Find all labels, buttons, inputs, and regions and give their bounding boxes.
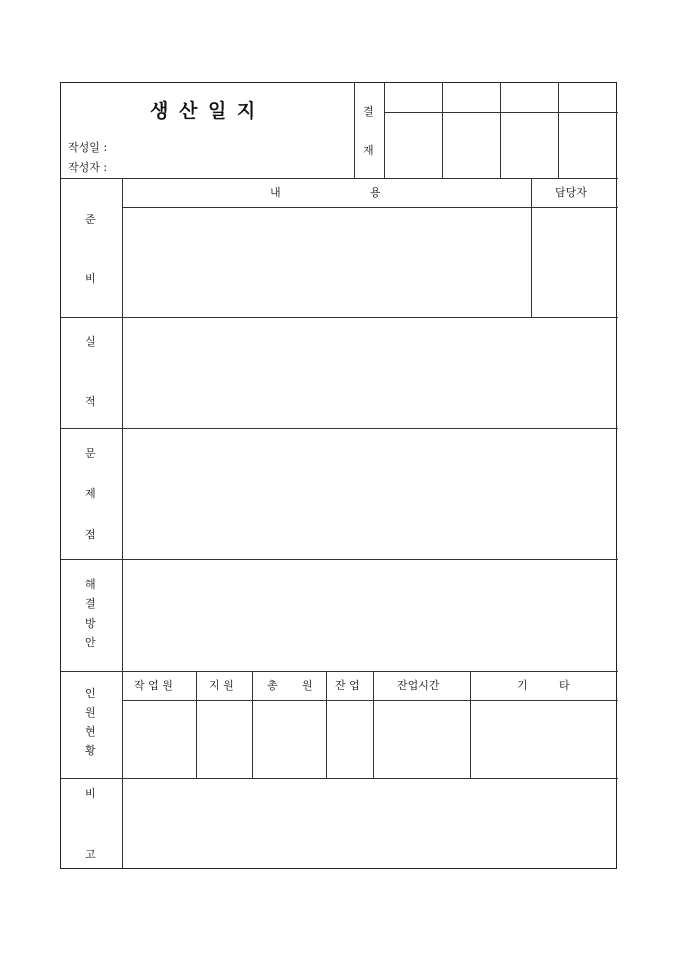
production-log-form xyxy=(60,82,617,869)
divider xyxy=(384,112,618,113)
section-label-problem: 점 xyxy=(85,528,96,541)
divider xyxy=(122,207,618,208)
divider xyxy=(61,671,618,672)
section-label-staff: 현 xyxy=(85,725,96,738)
column-header-content: 용 xyxy=(370,186,381,199)
divider xyxy=(373,671,374,778)
staff-header-etc: 기 xyxy=(517,679,528,692)
divider xyxy=(500,83,501,178)
staff-header-workers: 작 업 원 xyxy=(134,679,173,692)
staff-header-total: 원 xyxy=(302,679,313,692)
section-label-result: 실 xyxy=(85,335,96,348)
section-label-solution: 안 xyxy=(85,636,96,649)
divider xyxy=(384,83,385,178)
date-label: 작성일 : xyxy=(68,141,108,154)
section-label-note: 고 xyxy=(85,848,96,861)
divider xyxy=(61,178,618,179)
divider xyxy=(531,178,532,317)
divider xyxy=(252,671,253,778)
divider xyxy=(61,317,618,318)
divider xyxy=(122,178,123,869)
divider xyxy=(442,83,443,178)
staff-header-support: 지 원 xyxy=(209,679,234,692)
divider xyxy=(470,671,471,778)
divider xyxy=(61,428,618,429)
column-header-manager: 담당자 xyxy=(555,186,587,199)
page-title: 생 산 일 지 xyxy=(150,100,258,122)
section-label-prep: 비 xyxy=(85,272,96,285)
section-label-problem: 제 xyxy=(85,487,96,500)
staff-header-etc: 타 xyxy=(559,679,570,692)
divider xyxy=(558,83,559,178)
section-label-solution: 해 xyxy=(85,578,96,591)
divider xyxy=(196,671,197,778)
approval-label: 결 xyxy=(363,105,374,118)
section-label-staff: 원 xyxy=(85,706,96,719)
section-label-staff: 인 xyxy=(85,687,96,700)
divider xyxy=(354,83,355,178)
section-label-result: 적 xyxy=(85,395,96,408)
section-label-solution: 방 xyxy=(85,617,96,630)
divider xyxy=(326,671,327,778)
staff-header-total: 총 xyxy=(267,679,278,692)
column-header-content: 내 xyxy=(270,186,281,199)
section-label-prep: 준 xyxy=(85,213,96,226)
section-label-solution: 결 xyxy=(85,597,96,610)
divider xyxy=(61,778,618,779)
divider xyxy=(61,559,618,560)
staff-header-overtime-hours: 잔업시간 xyxy=(397,679,440,692)
approval-label: 재 xyxy=(363,144,374,157)
section-label-staff: 황 xyxy=(85,744,96,757)
section-label-problem: 문 xyxy=(85,447,96,460)
author-label: 작성자 : xyxy=(68,161,108,174)
section-label-note: 비 xyxy=(85,787,96,800)
staff-header-overtime: 잔 업 xyxy=(335,679,360,692)
